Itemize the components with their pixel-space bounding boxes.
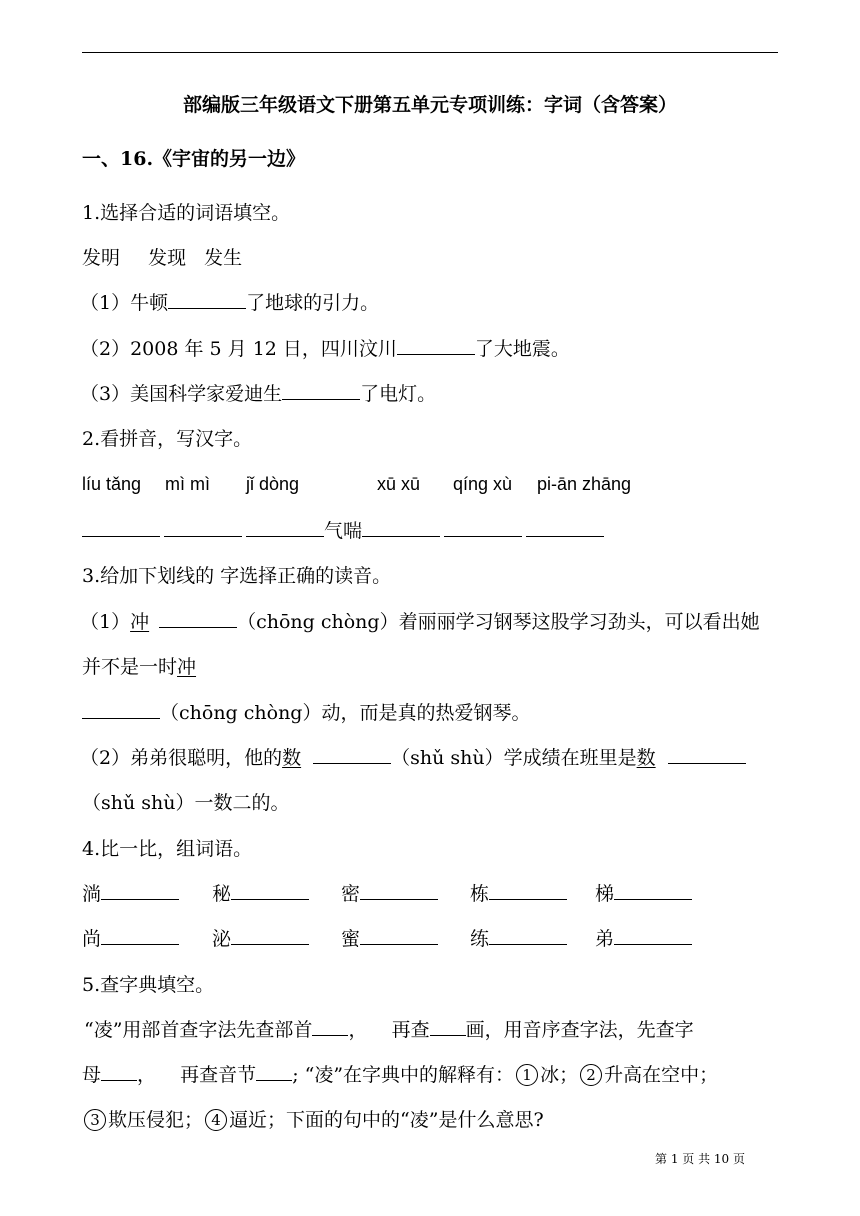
compare-item: 蜜 — [341, 926, 438, 952]
q5-prompt: 5.查字典填空。 — [82, 974, 215, 996]
answer-blank[interactable] — [526, 518, 604, 537]
compare-item: 尚 — [82, 926, 179, 952]
q3-item-1-line3: （chōng chòng）动，而是真的热爱钢琴。 — [82, 700, 530, 726]
pinyin: jǐ dòng — [246, 474, 300, 494]
answer-blank[interactable] — [164, 518, 242, 537]
compare-item: 淌 — [82, 881, 179, 907]
answer-blank[interactable] — [168, 290, 246, 309]
q1-option: 发生 — [204, 247, 243, 269]
q3-item-2-line1: （2）弟弟很聪明，他的数 （shǔ shù）学成绩在班里是数 — [80, 745, 746, 771]
pinyin: qíng xù — [453, 474, 513, 494]
circled-number: 1 — [516, 1064, 538, 1086]
underlined-char: 数 — [282, 747, 302, 769]
pinyin: líu tǎng — [82, 474, 142, 494]
answer-blank[interactable] — [101, 1062, 137, 1081]
q1-option: 发现 — [148, 247, 187, 269]
circled-number: 4 — [205, 1109, 227, 1131]
q3-item-1-line2: 并不是一时冲 — [82, 656, 197, 678]
answer-blank[interactable] — [313, 745, 391, 764]
answer-blank[interactable] — [444, 518, 522, 537]
compare-item: 密 — [341, 881, 438, 907]
underlined-char: 冲 — [130, 611, 150, 633]
compare-item: 梯 — [595, 881, 692, 907]
document-title: 部编版三年级语文下册第五单元专项训练：字词（含答案） — [182, 94, 677, 116]
answer-blank[interactable] — [256, 1062, 292, 1081]
answer-blank[interactable] — [159, 609, 237, 628]
q3-prompt: 3.给加下划线的 字选择正确的读音。 — [82, 565, 392, 587]
answer-blank[interactable] — [430, 1017, 466, 1036]
compare-item: 练 — [470, 926, 567, 952]
q3-item-1-line1: （1）冲 （chōng chòng）着丽丽学习钢琴这股学习劲头，可以看出她 — [80, 611, 760, 633]
answer-blank[interactable] — [312, 1017, 348, 1036]
header-rule — [82, 52, 778, 53]
answer-blank[interactable] — [282, 381, 360, 400]
answer-blank[interactable] — [362, 518, 440, 537]
q5-line-2: 母 ， 再查音节 ; “凌”在字典中的解释有： 1 冰； 2 升高在空中； — [82, 1064, 719, 1086]
q2-answer-row — [82, 518, 604, 544]
compare-item: 泌 — [212, 926, 309, 952]
answer-blank[interactable] — [246, 518, 324, 537]
compare-item: 弟 — [595, 926, 692, 952]
q1-prompt: 1.选择合适的词语填空。 — [82, 202, 291, 224]
circled-number: 3 — [84, 1109, 106, 1131]
q4-prompt: 4.比一比，组词语。 — [82, 838, 253, 860]
pinyin: pi-ān zhāng — [537, 474, 632, 494]
underlined-char: 数 — [636, 747, 656, 769]
answer-blank[interactable] — [668, 745, 746, 764]
q2-prompt: 2.看拼音，写汉字。 — [82, 428, 253, 450]
circled-number: 2 — [580, 1064, 602, 1086]
q1-item-2: （2）2008 年 5 月 12 日，四川汶川 了大地震。 — [80, 338, 570, 360]
q1-item-3: （3）美国科学家爱迪生 了电灯。 — [80, 383, 437, 405]
q3-item-2-line2: （shǔ shù）一数二的。 — [82, 792, 290, 814]
answer-blank[interactable] — [397, 336, 475, 355]
pinyin: mì mì — [165, 474, 210, 494]
q1-options — [82, 245, 242, 271]
q5-line-1: “凌”用部首查字法先查部首 ， 再查 画，用音序查字法，先查字 — [84, 1019, 694, 1041]
q5-line-3: 3 欺压侵犯； 4 逼近；下面的句中的“凌”是什么意思? — [82, 1107, 544, 1133]
compare-item: 栋 — [470, 881, 567, 907]
page-number-footer: 第 1 页 共 10 页 — [655, 1152, 745, 1166]
section-heading: 一、16.《宇宙的另一边》 — [82, 148, 306, 170]
underlined-char: 冲 — [177, 656, 197, 678]
answer-blank[interactable] — [82, 518, 160, 537]
pinyin: xū xū — [377, 474, 421, 494]
q2-middle-text: 气喘 — [324, 520, 363, 542]
q1-option: 发明 — [82, 247, 121, 269]
answer-blank[interactable] — [82, 700, 160, 719]
compare-item: 秘 — [212, 881, 309, 907]
q1-item-1: （1）牛顿 了地球的引力。 — [80, 292, 380, 314]
